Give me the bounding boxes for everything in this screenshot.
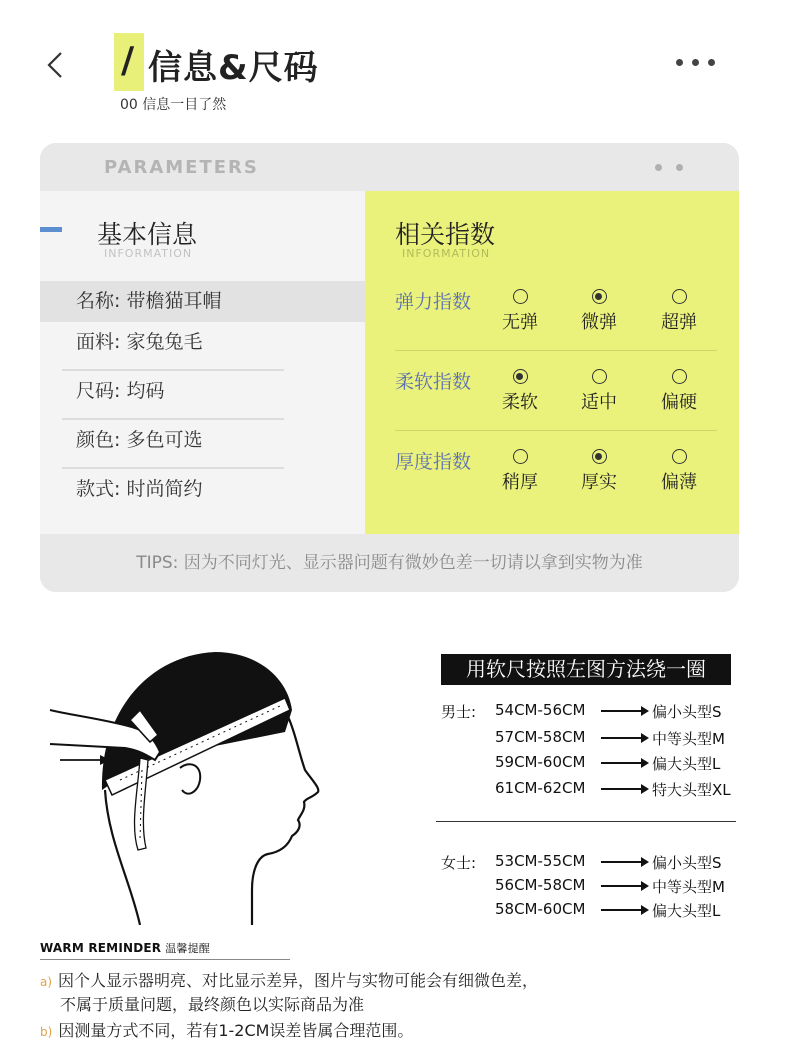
radio-selected-icon bbox=[513, 369, 528, 384]
page-subtitle: 00 信息一目了然 bbox=[120, 97, 227, 113]
index-thickness bbox=[365, 431, 739, 511]
info-row-color: 颜色: 多色可选 bbox=[40, 420, 365, 469]
arrow-right-icon bbox=[601, 788, 647, 790]
basic-info-panel bbox=[40, 191, 365, 534]
section-marker bbox=[40, 227, 62, 232]
arrow-right-icon bbox=[601, 909, 647, 911]
index-option: 稍厚 bbox=[498, 449, 542, 494]
index-option: 偏薄 bbox=[657, 449, 701, 494]
note-marker: b) bbox=[40, 1025, 53, 1039]
chevron-left-icon[interactable] bbox=[44, 50, 68, 80]
index-option: 微弹 bbox=[577, 289, 621, 334]
card-dots-icon bbox=[655, 164, 683, 171]
radio-icon bbox=[592, 369, 607, 384]
index-label: 柔软指数 bbox=[395, 371, 472, 393]
reminder-underline bbox=[40, 959, 290, 960]
size-row-men-1: 男士: 54CM-56CM 偏小头型S bbox=[441, 701, 722, 721]
note-marker: a) bbox=[40, 975, 53, 989]
reminder-heading: WARM REMINDER 温馨提醒 bbox=[40, 941, 211, 955]
more-horizontal-icon[interactable] bbox=[676, 52, 724, 72]
tips-text: TIPS: 因为不同灯光、显示器问题有微妙色差一切请以拿到实物为准 bbox=[40, 534, 739, 592]
index-option: 柔软 bbox=[498, 369, 542, 414]
info-row-name: 名称: 带檐猫耳帽 bbox=[40, 281, 365, 322]
radio-selected-icon bbox=[592, 289, 607, 304]
measure-banner: 用软尺按照左图方法绕一圈 bbox=[441, 654, 731, 685]
indices-panel bbox=[365, 191, 739, 534]
arrow-right-icon bbox=[601, 861, 647, 863]
index-label: 弹力指数 bbox=[395, 291, 472, 313]
size-row-women-3: 58CM-60CM 偏大头型L bbox=[495, 900, 721, 920]
index-softness bbox=[365, 351, 739, 431]
title-slash: / bbox=[121, 40, 135, 81]
info-row-size: 尺码: 均码 bbox=[40, 371, 365, 420]
size-row-men-3: 59CM-60CM 偏大头型L bbox=[495, 753, 721, 773]
women-label: 女士: bbox=[441, 854, 477, 872]
index-elasticity bbox=[365, 271, 739, 351]
info-row-style: 款式: 时尚简约 bbox=[76, 478, 203, 500]
size-row-men-2: 57CM-58CM 中等头型M bbox=[495, 728, 725, 748]
radio-icon bbox=[672, 369, 687, 384]
index-option: 无弹 bbox=[498, 289, 542, 334]
arrow-right-icon bbox=[601, 885, 647, 887]
radio-selected-icon bbox=[592, 449, 607, 464]
index-option: 偏硬 bbox=[657, 369, 701, 414]
page-title: 信息&尺码 bbox=[148, 48, 319, 88]
parameters-card bbox=[40, 143, 739, 592]
radio-icon bbox=[513, 449, 528, 464]
info-row-fabric: 面料: 家兔兔毛 bbox=[40, 322, 365, 371]
card-header bbox=[40, 143, 739, 191]
radio-icon bbox=[672, 289, 687, 304]
indices-subtitle: INFORMATION bbox=[402, 247, 491, 260]
men-label: 男士: bbox=[441, 703, 477, 721]
size-divider bbox=[436, 821, 736, 822]
radio-icon bbox=[672, 449, 687, 464]
reminder-note-a-cont: 不属于质量问题，最终颜色以实际商品为准 bbox=[60, 995, 365, 1014]
size-row-women-1: 女士: 53CM-55CM 偏小头型S bbox=[441, 852, 722, 872]
index-option: 厚实 bbox=[577, 449, 621, 494]
basic-info-title: 基本信息 bbox=[97, 220, 198, 249]
index-label: 厚度指数 bbox=[395, 451, 472, 473]
reminder-note-b: b) 因测量方式不同，若有1-2CM误差皆属合理范围。 bbox=[40, 1021, 414, 1040]
radio-icon bbox=[513, 289, 528, 304]
index-option: 超弹 bbox=[657, 289, 701, 334]
arrow-right-icon bbox=[601, 710, 647, 712]
parameters-heading: PARAMETERS bbox=[104, 157, 259, 178]
index-option: 适中 bbox=[577, 369, 621, 414]
indices-title: 相关指数 bbox=[395, 220, 496, 249]
size-row-men-4: 61CM-62CM 特大头型XL bbox=[495, 779, 731, 799]
basic-info-list bbox=[40, 281, 365, 518]
arrow-right-icon bbox=[601, 737, 647, 739]
size-row-women-2: 56CM-58CM 中等头型M bbox=[495, 876, 725, 896]
arrow-right-icon bbox=[601, 762, 647, 764]
reminder-note-a: a) 因个人显示器明亮、对比显示差异，图片与实物可能会有细微色差， bbox=[40, 971, 539, 990]
basic-info-subtitle: INFORMATION bbox=[104, 247, 193, 260]
